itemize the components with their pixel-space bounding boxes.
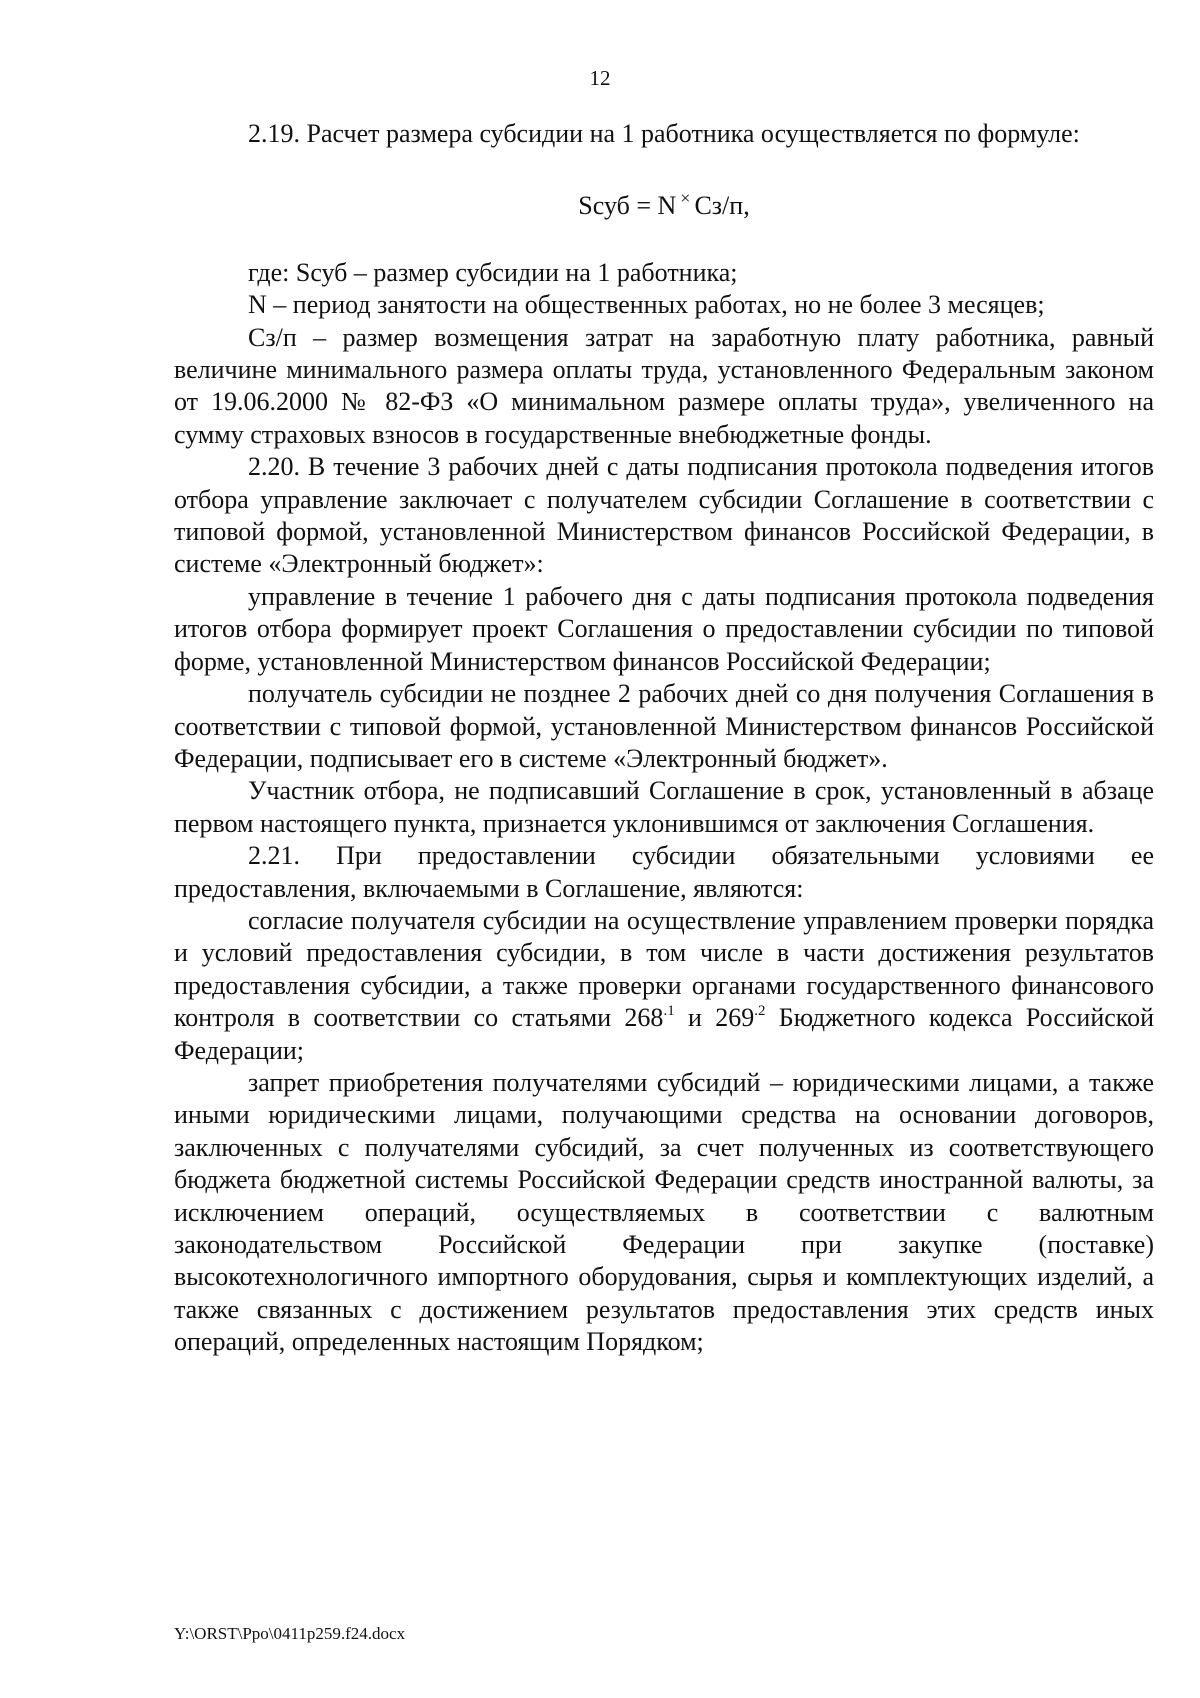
document-body [174,118,1154,1359]
paragraph-2-21: 2.21. При предоставлении субсидии обязательными условиями ее предоставления, включаемыми в Соглашение, являются: [174,841,1154,903]
formula-right: Сз/п, [694,191,750,221]
article-268-sup: .1 [663,1003,675,1020]
footer-file-path: Y:\ORST\Ppo\0411p259.f24.docx [174,1624,406,1643]
paragraph-2-21-a-main: согласие получателя субсидии на осуществление управлением проверки порядка и условий предоставления субсидии, в том числе в части достижения результатов предоставления субсидии, а также проверки органами государственного финансового контроля в соответствии со статьями 268 [174,905,1154,1033]
page-number: 12 [589,66,611,90]
paragraph-2-19: 2.19. Расчет размера субсидии на 1 работника осуществляется по формуле: [248,119,1080,148]
paragraph-2-21-a-mid: и 269 [674,1003,755,1033]
paragraph-2-20-c: Участник отбора, не подписавший Соглашение в срок, установленный в абзаце первом настоящего пункта, признается уклонившимся от заключения Соглашения. [174,776,1154,838]
paragraph-2-20: 2.20. В течение 3 рабочих дней с даты подписания протокола подведения итогов отбора управление заключает с получателем субсидии Соглашение в соответствии с типовой формой, установленной Министерством финансов Российской Федерации, в системе «Электронный бюджет»: [174,452,1154,579]
paragraph-2-21-a [174,905,1154,1067]
definition-s-sub: где: Sсуб – размер субсидии на 1 работника; [248,257,738,287]
formula-left: Sсуб = N [578,191,677,221]
formula [174,182,1154,222]
paragraph-2-21-b: запрет приобретения получателями субсидий – юридическими лицами, а также иными юридическими лицами, получающими средства на основании договоров, заключенных с получателями субсидий, за счет полученных из соответствующего бюджета бюджетной системы Российской Федерации средств иностранной валюты, за исключением операций, осуществляемых в соответствии с валютным законодательством Российской Федерации при закупке (поставке) высокотехнологичного импортного оборудования, сырья и комплектующих изделий, а также связанных с достижением результатов предоставления этих средств иных операций, определенных настоящим Порядком; [174,1067,1154,1357]
formula-times: × [680,188,691,209]
paragraph-2-20-a: управление в течение 1 рабочего дня с даты подписания протокола подведения итогов отбора формирует проект Соглашения о предоставлении субсидии по типовой форме, установленной Министерством финансов Российской Федерации; [174,581,1154,676]
article-269-sup: .2 [754,1003,766,1020]
definition-czp: Сз/п – размер возмещения затрат на заработную плату работника, равный величине минимального размера оплаты труда, установленного Федеральным законом от 19.06.2000 № 82-ФЗ «О минимальном размере оплаты труда», увеличенного на сумму страховых взносов в государственные внебюджетные фонды. [174,322,1154,449]
paragraph-2-20-b: получатель субсидии не позднее 2 рабочих дней со дня получения Соглашения в соответствии с типовой формой, установленной Министерством финансов Российской Федерации, подписывает его в системе «Электронный бюджет». [174,679,1154,773]
definition-n: N – период занятости на общественных работах, но не более 3 месяцев; [248,290,1045,320]
paragraph-2-21-a-end: Бюджетного кодекса Российской Федерации; [174,1003,1154,1065]
